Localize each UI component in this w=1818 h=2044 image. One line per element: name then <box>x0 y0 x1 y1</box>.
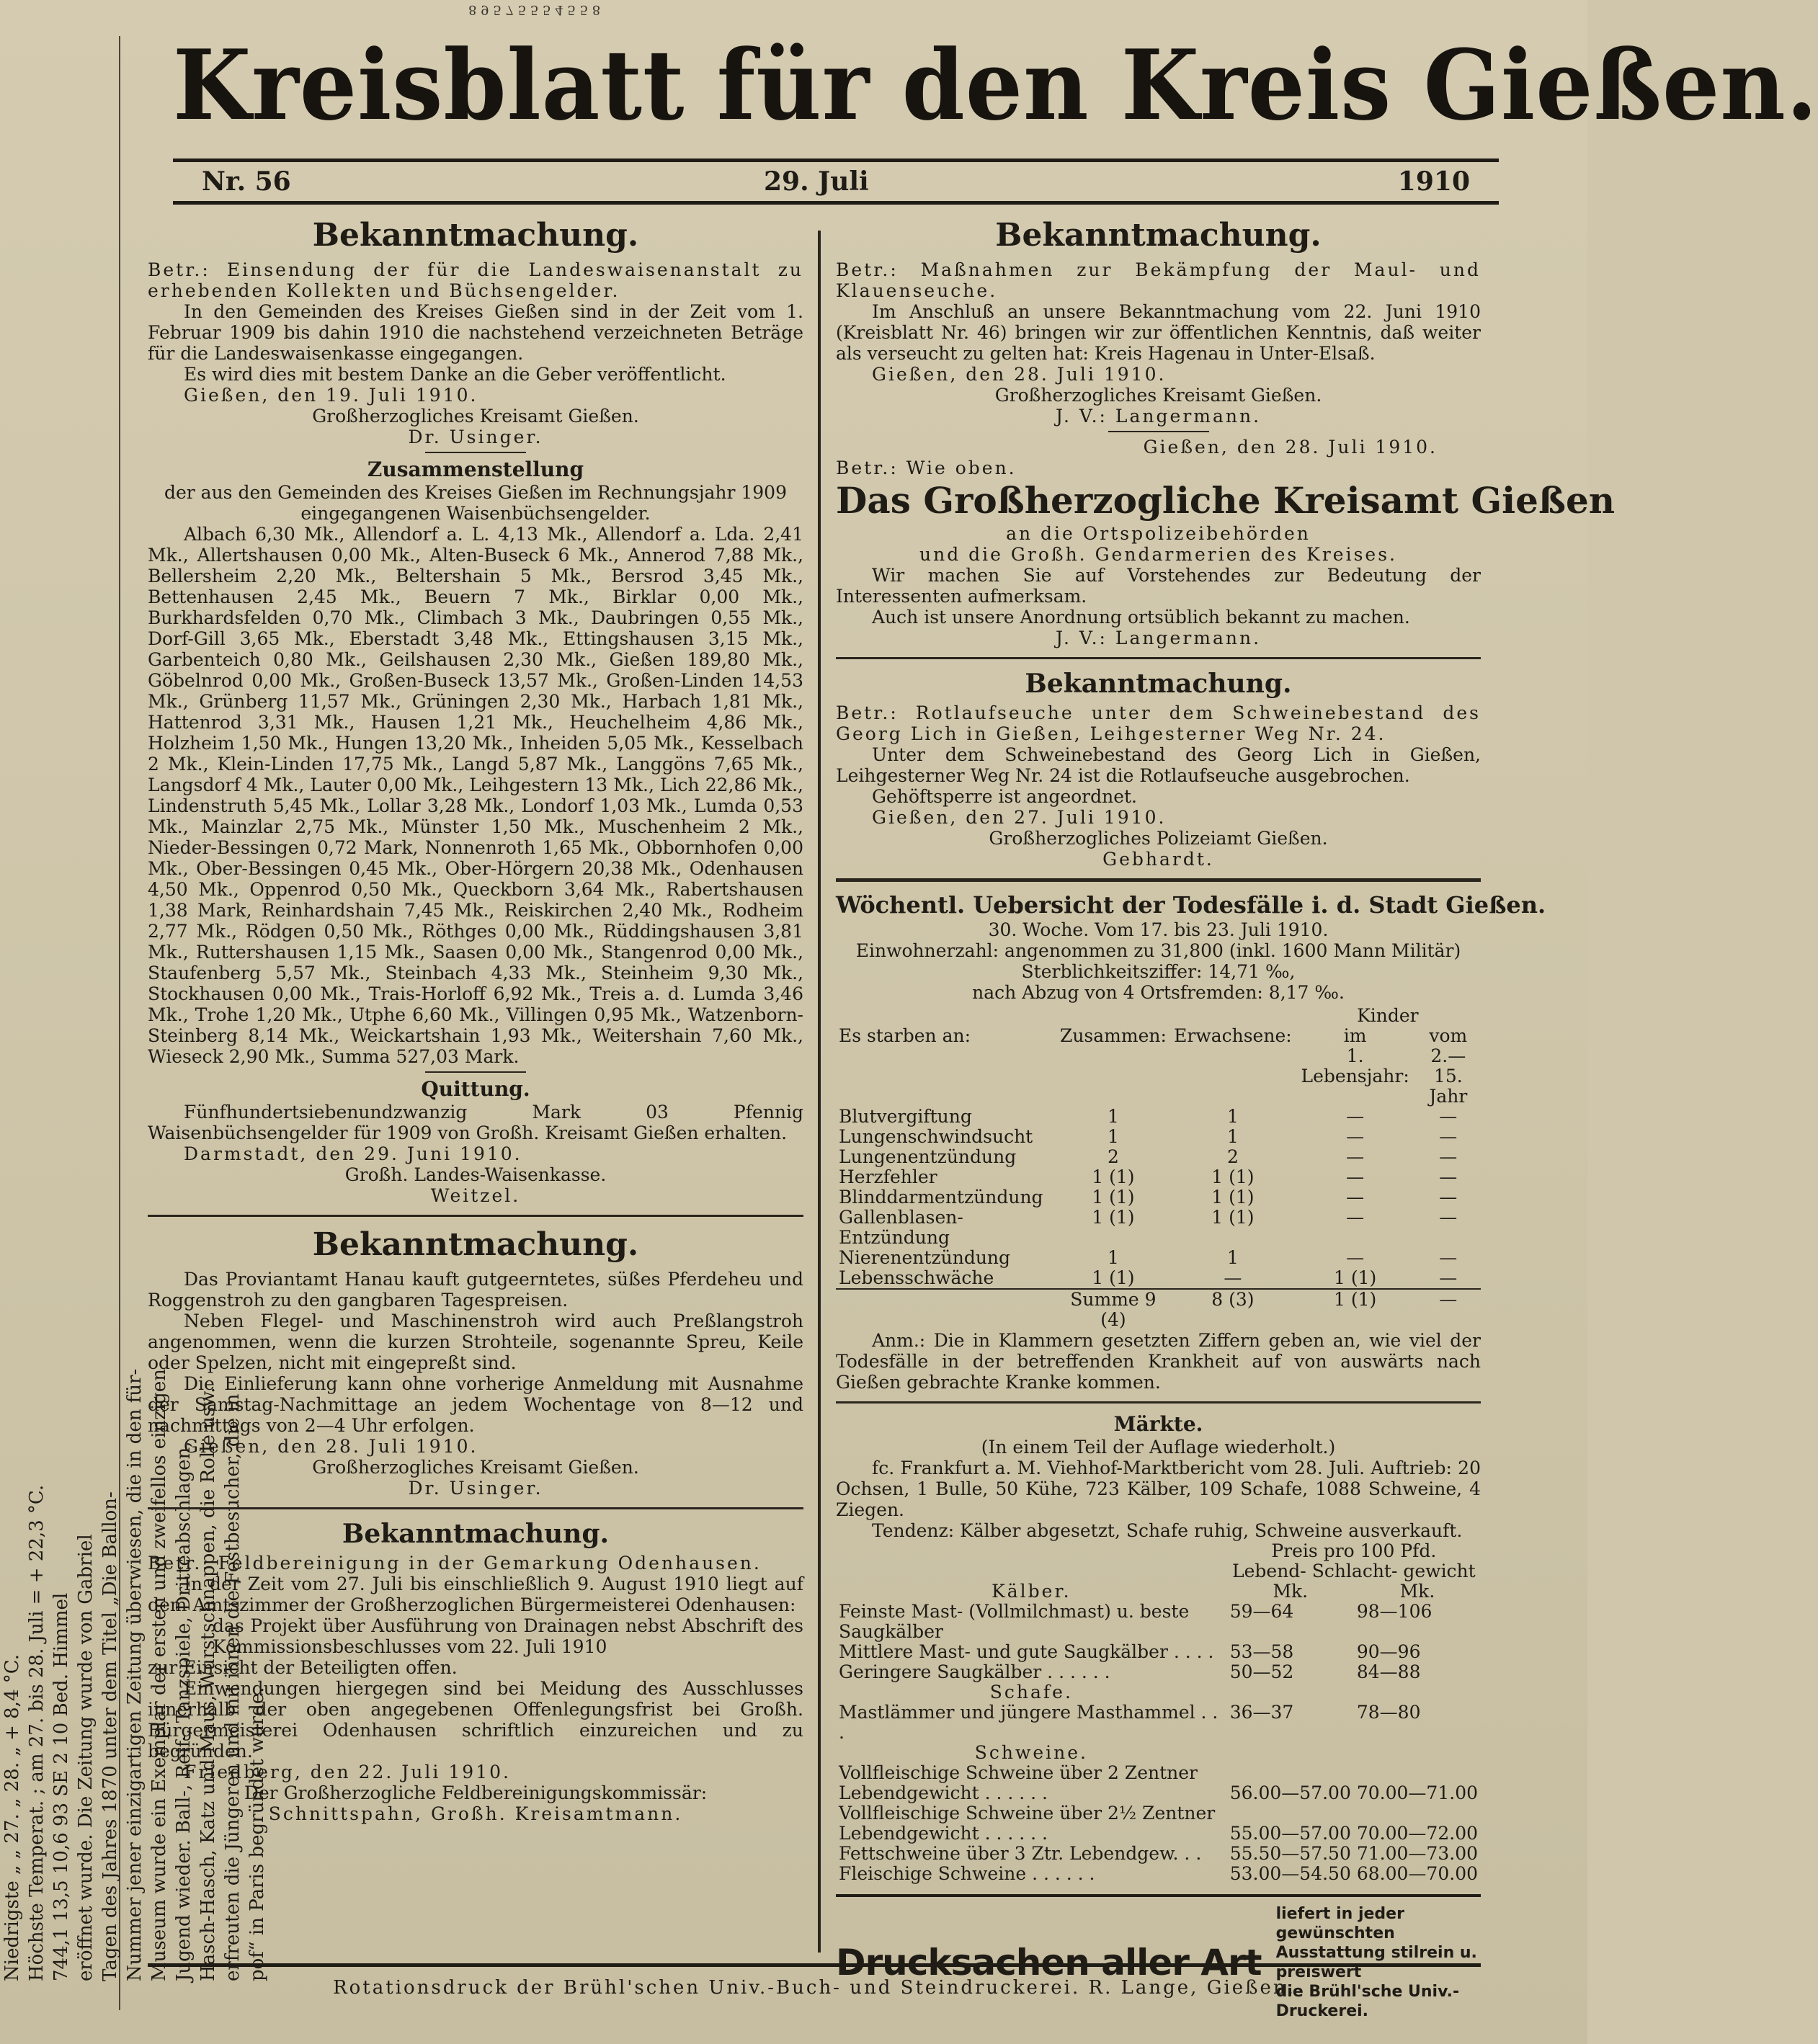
notice-signer: J. V.: Langermann. <box>1055 628 1262 648</box>
item: Geringere Saugkälber . . . . . . <box>839 1661 1110 1682</box>
cell: — <box>1439 1106 1458 1127</box>
notice-betr: Betr.: Einsendung der für die Landeswaisenanstalt zu erhebenden Kollekten und Büchsengelder. <box>148 259 803 301</box>
notice-place: Gießen, den 28. Juli 1910. <box>1143 437 1438 458</box>
table-row <box>836 1602 1481 1642</box>
divider <box>836 1401 1481 1403</box>
unit: Mk. <box>1399 1581 1435 1602</box>
cell: — <box>1346 1126 1365 1147</box>
cell: — <box>1439 1247 1458 1268</box>
notice-text: In der Zeit vom 27. Juli bis einschließlich 9. August 1910 liegt auf dem Amtszimmer der Großherzoglichen Bürgermeisterei Odenhausen: <box>148 1574 803 1615</box>
col-header: Erwachsene: <box>1174 1025 1292 1046</box>
sum-cell: — <box>1439 1289 1458 1310</box>
price: 90—96 <box>1356 1641 1421 1662</box>
col-header: 2.—15. Jahr <box>1429 1045 1468 1107</box>
notice-text: In den Gemeinden des Kreises Gießen sind in der Zeit vom 1. Februar 1909 bis dahin 1910 die nachstehend verzeichneten Beträge für die Landeswaisenkasse eingegangen. <box>148 301 803 364</box>
divider <box>425 1071 526 1073</box>
cell: 1 <box>1107 1106 1119 1127</box>
ad-line: liefert in jeder gewünschten <box>1275 1905 1404 1942</box>
notice-title: Bekanntmachung. <box>342 1519 610 1549</box>
price: 53.00—54.50 <box>1229 1863 1351 1884</box>
masthead-title: Kreisblatt für den Kreis Gießen. <box>173 28 1818 142</box>
price: 36—37 <box>1229 1702 1294 1723</box>
table-row <box>836 1187 1481 1208</box>
category: Kälber. <box>992 1581 1071 1602</box>
ad-headline: Drucksachen aller Art <box>836 1941 1262 1983</box>
notice-text: Gehöftsperre ist angeordnet. <box>872 786 1138 807</box>
price: 50—52 <box>1229 1661 1294 1682</box>
cell: — <box>1346 1187 1365 1208</box>
notice-signer: Schnittspahn, Großh. Kreisamtmann. <box>268 1803 683 1824</box>
cell: — <box>1346 1146 1365 1167</box>
cell: 1 (1) <box>1092 1166 1135 1187</box>
notice-title: Bekanntmachung. <box>1025 669 1292 699</box>
col-header: Kinder <box>1357 1005 1419 1026</box>
cause: Blutvergiftung <box>839 1106 972 1127</box>
table-row <box>836 1208 1481 1248</box>
divider <box>148 1507 803 1509</box>
deaths-title: Wöchentl. Uebersicht der Todesfälle i. d. Stadt Gießen. <box>836 891 1546 919</box>
issue-bar <box>173 159 1499 205</box>
cell: 1 (1) <box>1092 1267 1135 1288</box>
ad-text <box>1276 1904 1481 2021</box>
cause: Gallenblasen-Entzündung <box>839 1207 963 1248</box>
deaths-rate: Sterblichkeitsziffer: 14,71 ‰, <box>1021 961 1296 982</box>
receipt-office: Großh. Landes-Waisenkasse. <box>344 1164 607 1185</box>
side-line: Jugend wieder. Ball-, Reif-, Tanzspiele, Dritteabschlagen, <box>173 1441 195 1981</box>
notice-office: Großherzogliches Kreisamt Gießen. <box>312 406 639 427</box>
unit: Mk. <box>1273 1581 1309 1602</box>
item: Fettschweine über 3 Ztr. Lebendgew. . . <box>839 1843 1202 1864</box>
price: 56.00—57.00 <box>1229 1782 1351 1803</box>
item: Vollfleischige Schweine über 2½ Zentner Lebendgewicht . . . . . . <box>839 1803 1216 1844</box>
table-row <box>836 1642 1481 1662</box>
item: Mastlämmer und jüngere Masthammel . . . <box>839 1702 1218 1743</box>
markets-intro: fc. Frankfurt a. M. Viehhof-Marktbericht vom 28. Juli. Auftrieb: 20 Ochsen, 1 Bulle, 50 Kühe, 723 Kälber, 109 Schafe, 1088 Schweine, 4 Ziegen. <box>836 1458 1481 1520</box>
column-divider <box>818 231 821 1952</box>
category: Schafe. <box>989 1682 1073 1702</box>
authority-heading: Das Großherzogliche Kreisamt Gießen <box>836 479 1616 522</box>
section-title: Quittung. <box>421 1077 530 1101</box>
divider <box>836 657 1481 659</box>
category: Schweine. <box>974 1742 1088 1763</box>
receipt-place: Darmstadt, den 29. Juni 1910. <box>184 1143 522 1164</box>
left-column <box>148 216 803 1824</box>
notice-title: Bekanntmachung. <box>312 217 639 254</box>
notice-place: Gießen, den 19. Juli 1910. <box>184 385 478 406</box>
table-row <box>836 1127 1481 1147</box>
side-line: Niedrigste „ „ 27. „ 28. „ + 8,4 °C. <box>1 1654 23 1981</box>
cell: 1 (1) <box>1211 1187 1255 1208</box>
notice-text: Es wird dies mit bestem Danke an die Geber veröffentlicht. <box>184 364 726 385</box>
issue-year: 1910 <box>1397 166 1470 197</box>
cell: — <box>1439 1166 1458 1187</box>
price: 55.50—57.50 <box>1229 1843 1351 1864</box>
cell: — <box>1439 1187 1458 1208</box>
cell: — <box>1346 1106 1365 1127</box>
table-row <box>836 1864 1481 1884</box>
notice-place: Gießen, den 28. Juli 1910. <box>872 364 1167 385</box>
notice-place: Gießen, den 28. Juli 1910. <box>184 1436 478 1457</box>
notice-betr: Betr.: Wie oben. <box>836 458 1017 478</box>
cell: 1 <box>1107 1247 1119 1268</box>
issue-date: 29. Juli <box>764 166 869 197</box>
divider <box>425 452 526 453</box>
price: 59—64 <box>1229 1601 1294 1622</box>
item: Feinste Mast- (Vollmilchmast) u. beste Saugkälber <box>839 1601 1190 1642</box>
notice-text: Wir machen Sie auf Vorstehendes zur Bedeutung der Interessenten aufmerksam. <box>836 565 1481 607</box>
side-line: pof“ in Paris begründet wurde. <box>246 1687 268 1981</box>
price: 98—106 <box>1356 1601 1432 1622</box>
notice-office: Großherzogliches Kreisamt Gießen. <box>994 385 1322 406</box>
item: Fleischige Schweine . . . . . . <box>839 1863 1095 1884</box>
deaths-population: Einwohnerzahl: angenommen zu 31,800 (inkl. 1600 Mann Militär) <box>855 940 1461 961</box>
divider <box>836 878 1481 882</box>
price: 84—88 <box>1356 1661 1421 1682</box>
price-header: Preis pro 100 Pfd. <box>1271 1540 1437 1561</box>
ad-line: die Brühl'sche Univ.-Druckerei. <box>1275 1983 1460 2020</box>
price: 78—80 <box>1356 1702 1421 1723</box>
table-row <box>836 1662 1481 1682</box>
deaths-rate: nach Abzug von 4 Ortsfremden: 8,17 ‰. <box>972 982 1345 1003</box>
deaths-note: Anm.: Die in Klammern gesetzten Ziffern geben an, wie viel der Todesfälle in der betreffenden Krankheit auf von auswärts nach Gießen gebrachte Kranke kommen. <box>836 1330 1481 1393</box>
cause: Blinddarmentzündung <box>839 1187 1043 1208</box>
notice-text: Einwendungen hiergegen sind bei Meidung des Ausschlusses innerhalb der oben angegebenen Offenlegungsfrist bei Großh. Bürgermeisterei Odenhausen schriftlich einzureichen und zu begründen. <box>148 1678 803 1762</box>
item: Mittlere Mast- und gute Saugkälber . . . . <box>839 1641 1214 1662</box>
cause: Lungenschwindsucht <box>839 1126 1033 1147</box>
right-column <box>836 216 1616 2021</box>
sum-cell: 1 (1) <box>1334 1289 1377 1310</box>
side-line: eröffnet wurde. Die Zeitung wurde von Gabriel <box>75 1534 97 1981</box>
notice-text: Auch ist unsere Anordnung ortsüblich bekannt zu machen. <box>872 607 1410 628</box>
notice-title: Bekanntmachung. <box>312 1226 639 1263</box>
notice-betr: Betr.: Rotlaufseuche unter dem Schweinebestand des Georg Lich in Gießen, Leihgesterner Weg Nr. 24. <box>836 702 1481 744</box>
cell: 1 <box>1226 1106 1239 1127</box>
cell: 1 (1) <box>1211 1207 1255 1228</box>
table-row <box>836 1844 1481 1864</box>
notice-betr: Betr.: Feldbereinigung in der Gemarkung Odenhausen. <box>148 1553 762 1574</box>
price-subheader: Lebend- Schlacht- gewicht <box>1232 1561 1476 1581</box>
col-header: 1. Lebensjahr: <box>1301 1045 1409 1086</box>
price: 70.00—71.00 <box>1356 1782 1478 1803</box>
table-row <box>836 1702 1481 1743</box>
cause: Nierenentzündung <box>839 1247 1011 1268</box>
cell: — <box>1346 1166 1365 1187</box>
cell: 1 (1) <box>1211 1166 1255 1187</box>
section-subtitle: der aus den Gemeinden des Kreises Gießen im Rechnungsjahr 1909 eingegangenen Waisenbüchsengelder. <box>164 482 787 524</box>
cause: Lebensschwäche <box>839 1267 994 1288</box>
cell: 2 <box>1107 1146 1119 1167</box>
cell: — <box>1346 1247 1365 1268</box>
cell: — <box>1439 1267 1458 1288</box>
deaths-week: 30. Woche. Vom 17. bis 23. Juli 1910. <box>988 919 1329 940</box>
notice-signer: Gebhardt. <box>1102 849 1214 870</box>
cell: 1 <box>1226 1126 1239 1147</box>
donation-list: Albach 6,30 Mk., Allendorf a. L. 4,13 Mk., Allendorf a. Lda. 2,41 Mk., Allertshausen 0,00 Mk., Alten-Buseck 6 Mk., Annerod 7,88 Mk., Bellersheim 2,20 Mk., Beltershain 5 Mk., Bersrod 3,45 Mk., Bettenhausen 2,45 Mk., Beuern 7 Mk., Birklar 0,00 Mk., Burkhardsfelden 0,70 Mk., Climbach 3 Mk., Daubringen 0,55 Mk., Dorf-Gill 3,65 Mk., Eberstadt 3,48 Mk., Ettingshausen 3,15 Mk., Garbenteich 0,80 Mk., Geilshausen 2,30 Mk., Gießen 189,80 Mk., Göbelnrod 0,00 Mk., Großen-Buseck 13,57 Mk., Großen-Linden 14,53 Mk., Grünberg 11,57 Mk., Grüningen 2,30 Mk., Harbach 1,81 Mk., Hattenrod 3,31 Mk., Hausen 1,21 Mk., Heuchelheim 4,86 Mk., Holzheim 1,50 Mk., Hungen 13,20 Mk., Inheiden 5,05 Mk., Kesselbach 2 Mk., Klein-Linden 17,75 Mk., Langd 5,87 Mk., Langgöns 7,65 Mk., Langsdorf 4 Mk., Lauter 0,00 Mk., Leihgestern 13 Mk., Lich 22,86 Mk., Lindenstruth 5,45 Mk., Lollar 3,28 Mk., Londorf 1,03 Mk., Lumda 0,53 Mk., Mainzlar 2,75 Mk., Münster 1,50 Mk., Muschenheim 2 Mk., Nieder-Bessingen 0,72 Mark, Nonnenroth 1,65 Mk., Obbornhofen 0,00 Mk., Ober-Bessingen 0,45 Mk., Ober-Hörgern 20,38 Mk., Odenhausen 4,50 Mk., Oppenrod 0,50 Mk., Queckborn 3,64 Mk., Rabertshausen 1,38 Mark, Reinhardshain 7,45 Mk., Reiskirchen 2,40 Mk., Rodheim 2,77 Mk., Rödgen 0,50 Mk., Röthges 0,00 Mk., Rüddingshausen 3,81 Mk., Ruttershausen 1,15 Mk., Saasen 0,00 Mk., Stangenrod 0,00 Mk., Staufenberg 5,57 Mk., Steinbach 4,33 Mk., Steinheim 9,30 Mk., Stockhausen 0,00 Mk., Trais-Horloff 6,92 Mk., Treis a. d. Lumda 3,46 Mk., Trohe 1,20 Mk., Utphe 6,60 Mk., Villingen 0,95 Mk., Watzenborn-Steinberg 8,14 Mk., Weickartshain 1,93 Mk., Weitershain 7,60 Mk., Wieseck 2,90 Mk., Summa 527,03 Mark. <box>148 524 803 1067</box>
deaths-table <box>836 1006 1481 1330</box>
cell: — <box>1439 1146 1458 1167</box>
notice-signer: Dr. Usinger. <box>408 1478 543 1499</box>
divider <box>148 1215 803 1217</box>
col-header: vom <box>1429 1025 1468 1046</box>
cause: Lungenentzündung <box>839 1146 1017 1167</box>
notice-office: Der Großherzogliche Feldbereinigungskommissär: <box>244 1782 708 1803</box>
notice-text: Das Proviantamt Hanau kauft gutgeerntetes, süßes Pferdeheu und Roggenstroh zu den gangbaren Tagespreisen. <box>148 1269 803 1311</box>
cell: 1 <box>1226 1247 1239 1268</box>
receipt-text: Fünfhundertsiebenundzwanzig Mark 03 Pfennig Waisenbüchsengelder für 1909 von Großh. Kreisamt Gießen erhalten. <box>148 1102 803 1143</box>
addressee: an die Ortspolizeibehörden <box>1006 523 1311 544</box>
table-row <box>836 1248 1481 1268</box>
markets-subtitle: (In einem Teil der Auflage wiederholt.) <box>981 1437 1336 1458</box>
cell: 1 (1) <box>1092 1187 1135 1208</box>
imprint-footer: Rotationsdruck der Brühl'schen Univ.-Buch- und Steindruckerei. R. Lange, Gießen. <box>148 1963 1481 1999</box>
table-row <box>836 1268 1481 1289</box>
markets-tendency: Tendenz: Kälber abgesetzt, Schafe ruhig, Schweine ausverkauft. <box>872 1520 1463 1541</box>
notice-title: Bekanntmachung. <box>995 217 1322 254</box>
table-row <box>836 1167 1481 1187</box>
notice-text: Die Einlieferung kann ohne vorherige Anmeldung mit Ausnahme der Samstag-Nachmittage an jedem Wochentage von 8—12 und nachmittags von 2—4 Uhr erfolgen. <box>148 1373 803 1436</box>
notice-betr: Betr.: Maßnahmen zur Bekämpfung der Maul- und Klauenseuche. <box>836 259 1481 301</box>
cell: — <box>1439 1207 1458 1228</box>
notice-signer: J. V.: Langermann. <box>1055 406 1262 427</box>
notice-office: Großherzogliches Kreisamt Gießen. <box>312 1457 639 1478</box>
divider <box>1108 431 1209 432</box>
top-cut-strip: 8 9 5 7 5 5 5 4 5 5 8 <box>468 2 601 17</box>
addressee: und die Großh. Gendarmerien des Kreises. <box>919 544 1397 565</box>
side-line: 744,1 13,5 10,6 93 SE 2 10 Bed. Himmel <box>50 1592 72 1981</box>
notice-place: Gießen, den 27. Juli 1910. <box>872 807 1167 828</box>
cell: 2 <box>1226 1146 1239 1167</box>
cell: 1 (1) <box>1334 1267 1377 1288</box>
cause: Herzfehler <box>839 1166 937 1187</box>
table-row <box>836 1803 1481 1844</box>
section-title: Zusammenstellung <box>367 458 584 481</box>
table-row <box>836 1763 1481 1803</box>
receipt-signer: Weitzel. <box>430 1185 521 1206</box>
item: Vollfleischige Schweine über 2 Zentner Lebendgewicht . . . . . . <box>839 1762 1198 1803</box>
issue-number: Nr. 56 <box>202 166 291 197</box>
side-line: Hasch-Hasch, Katz und Maus, Wurstschnappen, die Rolle usw. <box>197 1387 219 1981</box>
side-line: erfreuten die Jüngeren und mit ihnen die Festbesucher, die in <box>222 1393 244 1981</box>
price: 55.00—57.00 <box>1229 1823 1351 1844</box>
side-line: Höchste Temperat. ; am 27. bis 28. Juli = + 22,3 °C. <box>26 1484 48 1981</box>
cell: — <box>1439 1126 1458 1147</box>
price: 70.00—72.00 <box>1356 1823 1478 1844</box>
sum-cell: Summe 9 (4) <box>1070 1289 1157 1330</box>
notice-text: Neben Flegel- und Maschinenstroh wird auch Preßlangstroh angenommen, wenn die kurzen Strohteile, sogenannte Spreu, Keile oder Spelzen, nicht mit eingepreßt sind. <box>148 1311 803 1373</box>
ad-line: Ausstattung stilrein u. preiswert <box>1275 1944 1477 1981</box>
cell: 1 <box>1107 1126 1119 1147</box>
table-row <box>836 1147 1481 1167</box>
col-header: Es starben an: <box>839 1025 971 1046</box>
price: 53—58 <box>1229 1641 1294 1662</box>
notice-place: Friedberg, den 22. Juli 1910. <box>184 1762 511 1782</box>
sum-row <box>836 1289 1481 1330</box>
side-line: Tagen des Jahres 1870 unter dem Titel „Die Ballon- <box>99 1491 121 1981</box>
markets-title: Märkte. <box>1113 1412 1203 1436</box>
col-header: Zusammen: <box>1059 1025 1167 1046</box>
notice-signer: Dr. Usinger. <box>408 427 543 447</box>
print-shop-ad <box>836 1894 1481 2021</box>
side-line: Nummer jener einzigartigen Zeitung überwiesen, die in den für- <box>124 1368 146 1981</box>
price: 71.00—73.00 <box>1356 1843 1478 1864</box>
notice-text: das Projekt über Ausführung von Drainagen nebst Abschrift des Kommissionsbeschlusses vom 22. Juli 1910 <box>213 1615 803 1657</box>
table-row <box>836 1107 1481 1127</box>
notice-text: Unter dem Schweinebestand des Georg Lich in Gießen, Leihgesterner Weg Nr. 24 ist die Rotlaufseuche ausgebrochen. <box>836 744 1481 786</box>
notice-office: Großherzogliches Polizeiamt Gießen. <box>989 828 1328 849</box>
notice-text: Im Anschluß an unsere Bekanntmachung vom 22. Juni 1910 (Kreisblatt Nr. 46) bringen wir zur öffentlichen Kenntnis, daß weiter als verseucht zu gelten hat: Kreis Hagenau in Unter-Elsaß. <box>836 301 1481 364</box>
cell: — <box>1224 1267 1242 1288</box>
market-price-table <box>836 1541 1481 1884</box>
cell: 1 (1) <box>1092 1207 1135 1228</box>
notice-text: zur Einsicht der Beteiligten offen. <box>148 1657 458 1678</box>
col-header: im <box>1343 1025 1367 1046</box>
price: 68.00—70.00 <box>1356 1863 1478 1884</box>
side-line: Museum wurde ein Exemplar der ersten und zweifellos einzigen <box>148 1369 170 1981</box>
cell: — <box>1346 1207 1365 1228</box>
sum-cell: 8 (3) <box>1211 1289 1255 1310</box>
